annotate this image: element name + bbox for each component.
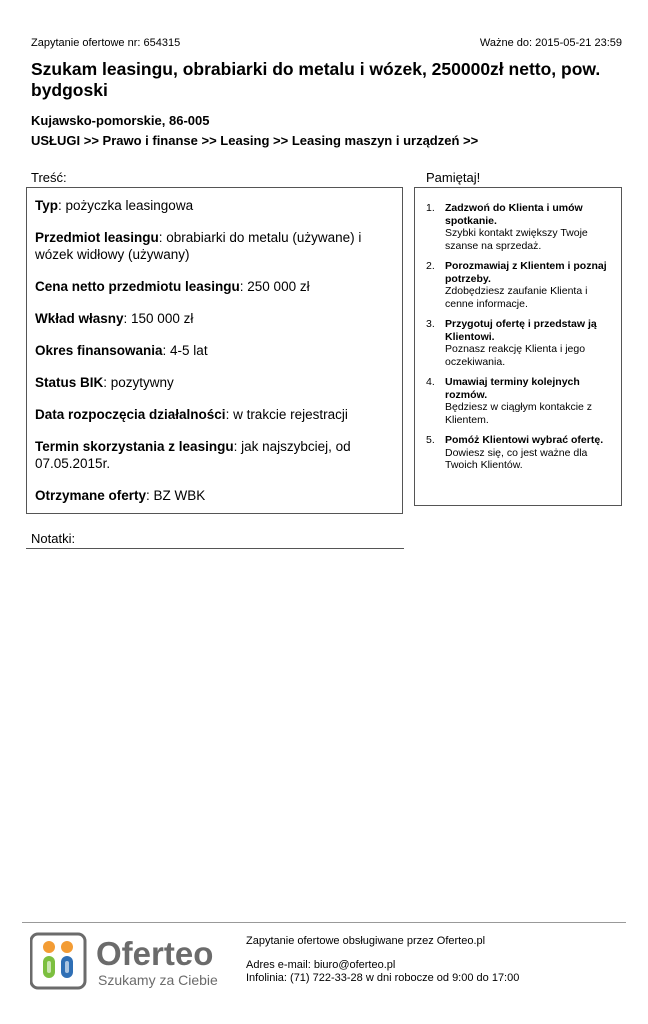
valid-until: Ważne do: 2015-05-21 23:59	[479, 37, 622, 49]
tip-item	[423, 318, 613, 368]
content-field	[35, 278, 394, 295]
tip-description: Będziesz w ciągłym kontakcie z Klientem.	[445, 401, 593, 426]
field-value: : pozytywny	[103, 375, 174, 390]
field-key: Przedmiot leasingu	[35, 230, 159, 245]
request-number: Zapytanie ofertowe nr: 654315	[31, 37, 181, 49]
footer-phone: Infolinia: (71) 722-33-28 w dni robocze od 9:00 do 17:00	[246, 972, 520, 984]
remember-box	[414, 187, 622, 506]
tip-item	[423, 260, 613, 310]
field-value: : BZ WBK	[146, 488, 206, 503]
tip-number: 3.	[426, 318, 435, 330]
content-field	[35, 487, 394, 504]
field-key: Wkład własny	[35, 311, 124, 326]
tip-title: Przygotuj ofertę i przedstaw ją Klientowi.	[445, 318, 597, 343]
field-value: : 150 000 zł	[123, 311, 194, 326]
breadcrumb: USŁUGI >> Prawo i finanse >> Leasing >> Leasing maszyn i urządzeń >>	[31, 133, 479, 148]
field-key: Status BIK	[35, 375, 104, 390]
content-field	[35, 438, 394, 472]
content-box	[26, 187, 403, 514]
tip-number: 4.	[426, 376, 435, 388]
tip-title: Umawiaj terminy kolejnych rozmów.	[445, 376, 580, 401]
field-value: : pożyczka leasingowa	[58, 198, 194, 213]
footer-divider	[22, 922, 626, 923]
tip-description: Poznasz reakcję Klienta i jego oczekiwania.	[445, 343, 586, 368]
page-title: Szukam leasingu, obrabiarki do metalu i wózek, 250000zł netto, pow. bydgoski	[31, 59, 601, 100]
tip-number: 1.	[426, 202, 435, 214]
field-value: : 250 000 zł	[239, 279, 310, 294]
tip-title: Porozmawiaj z Klientem i poznaj potrzeby.	[445, 260, 607, 285]
field-key: Cena netto przedmiotu leasingu	[35, 279, 240, 294]
content-field	[35, 342, 394, 359]
tip-item	[423, 202, 613, 252]
logo-wordmark: Oferteo	[96, 935, 214, 972]
field-key: Otrzymane oferty	[35, 488, 147, 503]
tip-description: Dowiesz się, co jest ważne dla Twoich Klientów.	[445, 446, 588, 471]
footer-service-text: Zapytanie ofertowe obsługiwane przez Oferteo.pl	[246, 935, 486, 947]
logo-tagline: Szukamy za Ciebie	[98, 972, 218, 988]
notes-label: Notatki:	[31, 531, 76, 546]
tip-item	[423, 376, 613, 426]
field-key: Termin skorzystania z leasingu	[35, 439, 234, 454]
oferteo-logo	[30, 931, 235, 991]
content-field	[35, 406, 394, 423]
field-value: : w trakcie rejestracji	[225, 407, 348, 422]
content-field	[35, 229, 394, 263]
field-key: Typ	[35, 198, 58, 213]
field-key: Data rozpoczęcia działalności	[35, 407, 226, 422]
field-list	[35, 197, 394, 504]
remember-label: Pamiętaj!	[426, 170, 481, 185]
tip-item	[423, 434, 613, 472]
field-value: : jak najszybciej, od 07.05.2015r.	[35, 439, 351, 471]
location: Kujawsko-pomorskie, 86-005	[31, 113, 210, 128]
tip-description: Zdobędziesz zaufanie Klienta i cenne informacje.	[445, 285, 588, 310]
tip-description: Szybki kontakt zwiększy Twoje szanse na sprzedaż.	[445, 227, 588, 252]
field-value: : 4-5 lat	[162, 343, 208, 358]
notes-line	[26, 548, 404, 549]
tip-number: 2.	[426, 260, 435, 272]
content-field	[35, 197, 394, 214]
tips-list	[423, 202, 613, 472]
content-field	[35, 310, 394, 327]
field-value: : obrabiarki do metalu (używane) i wózek widłowy (używany)	[35, 230, 362, 262]
content-label: Treść:	[31, 170, 67, 185]
field-key: Okres finansowania	[35, 343, 163, 358]
tip-title: Pomóż Klientowi wybrać ofertę.	[445, 434, 604, 446]
tip-title: Zadzwoń do Klienta i umów spotkanie.	[445, 202, 583, 227]
tip-number: 5.	[426, 434, 435, 446]
oferteo-logo-icon	[30, 931, 235, 991]
content-field	[35, 374, 394, 391]
footer-email[interactable]: Adres e-mail: biuro@oferteo.pl	[246, 959, 396, 971]
